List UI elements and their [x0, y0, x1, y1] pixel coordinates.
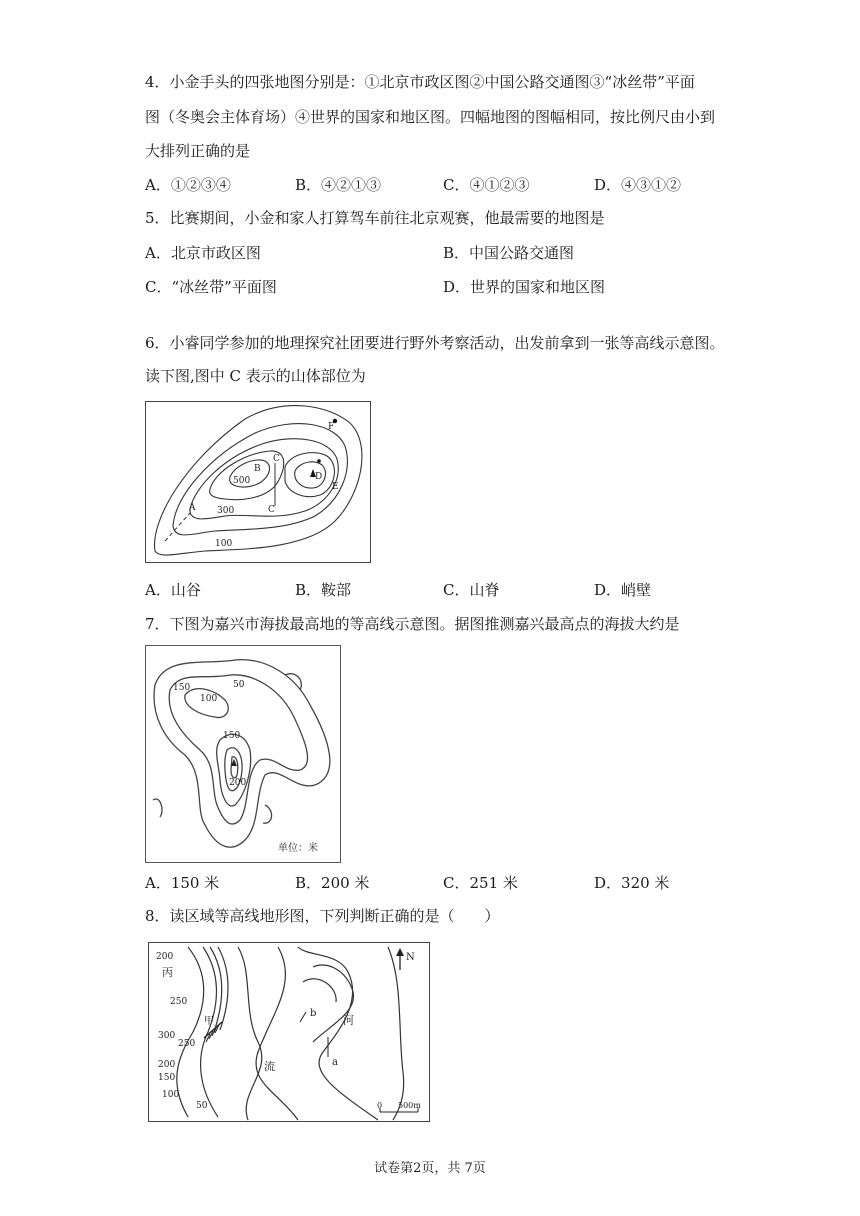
q8-label-he: 河	[343, 1014, 354, 1027]
q6-label-b: B	[254, 464, 261, 474]
q8-label-50: 50	[196, 1101, 208, 1111]
page-footer: 试卷第2页，共 7页	[374, 1161, 486, 1176]
q4-option-a: A．①②③④	[145, 176, 231, 194]
q7-option-c: C．251 米	[443, 874, 518, 892]
q8-label-250a: 250	[170, 997, 188, 1007]
q8-label-liu: 流	[264, 1060, 275, 1073]
q4-option-d: D．④③①②	[594, 176, 682, 194]
q8-label-250b: 250	[178, 1039, 196, 1049]
q8-label-b: b	[310, 1008, 317, 1019]
q6-label-c-top: C	[273, 454, 280, 464]
q8-label-north: N	[406, 952, 415, 963]
q7-option-a: A．150 米	[145, 874, 220, 892]
q6-label-d: D	[315, 472, 323, 482]
q6-option-a: A．山谷	[145, 581, 201, 599]
q7-label-150b: 150	[223, 731, 241, 741]
q6-label-f: F	[328, 422, 335, 432]
q4-option-c: C．④①②③	[443, 176, 530, 194]
q7-label-unit: 单位：米	[278, 843, 318, 854]
q6-line-1: 6．小睿同学参加的地理探究社团要进行野外考察活动，出发前拿到一张等高线示意图。	[145, 334, 725, 352]
contour-map-q7	[145, 645, 341, 863]
q8-label-200: 200	[156, 952, 174, 962]
q8-scale-zero: 0	[377, 1101, 383, 1110]
q6-option-b: B．鞍部	[295, 581, 352, 599]
q7-line-1: 7．下图为嘉兴市海拔最高地的等高线示意图。据图推测嘉兴最高点的海拔大约是	[145, 615, 680, 633]
q4-option-b: B．④②①③	[295, 176, 382, 194]
q4-line-3: 大排列正确的是	[145, 142, 251, 160]
q6-option-c: C．山脊	[443, 581, 500, 599]
contour-map-q8	[148, 942, 430, 1122]
q8-label-jia: 甲	[204, 1016, 214, 1027]
q7-option-d: D．320 米	[594, 874, 670, 892]
q5-option-d: D．世界的国家和地区图	[443, 278, 606, 296]
q8-scale-label: 500m	[398, 1101, 421, 1110]
q6-label-c-bottom: C	[268, 505, 275, 515]
q8-label-200b: 200	[158, 1060, 176, 1070]
q8-label-300: 300	[158, 1031, 176, 1041]
q5-option-c: C．“冰丝带”平面图	[145, 278, 277, 296]
q5-option-a: A．北京市政区图	[145, 244, 261, 262]
q7-label-100: 100	[200, 694, 218, 704]
q5-line-1: 5．比赛期间，小金和家人打算驾车前往北京观赛，他最需要的地图是	[145, 209, 605, 227]
q7-label-150a: 150	[173, 683, 191, 693]
contour-map-q6	[145, 401, 371, 563]
q5-option-b: B．中国公路交通图	[443, 244, 575, 262]
q6-line-2: 读下图,图中 C 表示的山体部位为	[145, 367, 366, 385]
q4-line-2: 图（冬奥会主体育场）④世界的国家和地区图。四幅地图的图幅相同，按比例尺由小到	[145, 108, 716, 126]
q6-label-e: E	[332, 482, 339, 492]
q7-label-200: 200	[229, 778, 247, 788]
q4-line-1: 4．小金手头的四张地图分别是：①北京市政区图②中国公路交通图③“冰丝带”平面	[145, 73, 695, 91]
q8-line-1: 8．读区域等高线地形图，下列判断正确的是（ ）	[145, 907, 500, 925]
q7-option-b: B．200 米	[295, 874, 370, 892]
q8-label-100: 100	[162, 1090, 180, 1100]
q6-option-d: D．峭壁	[594, 581, 652, 599]
q7-label-50: 50	[233, 680, 245, 690]
q8-label-a: a	[332, 1057, 338, 1068]
q6-label-300: 300	[217, 506, 235, 516]
q6-label-a: A	[189, 503, 196, 513]
q8-label-150: 150	[158, 1073, 176, 1083]
q6-label-500: 500	[233, 476, 251, 486]
q6-label-100: 100	[215, 539, 233, 549]
q8-label-bing: 丙	[162, 966, 173, 979]
